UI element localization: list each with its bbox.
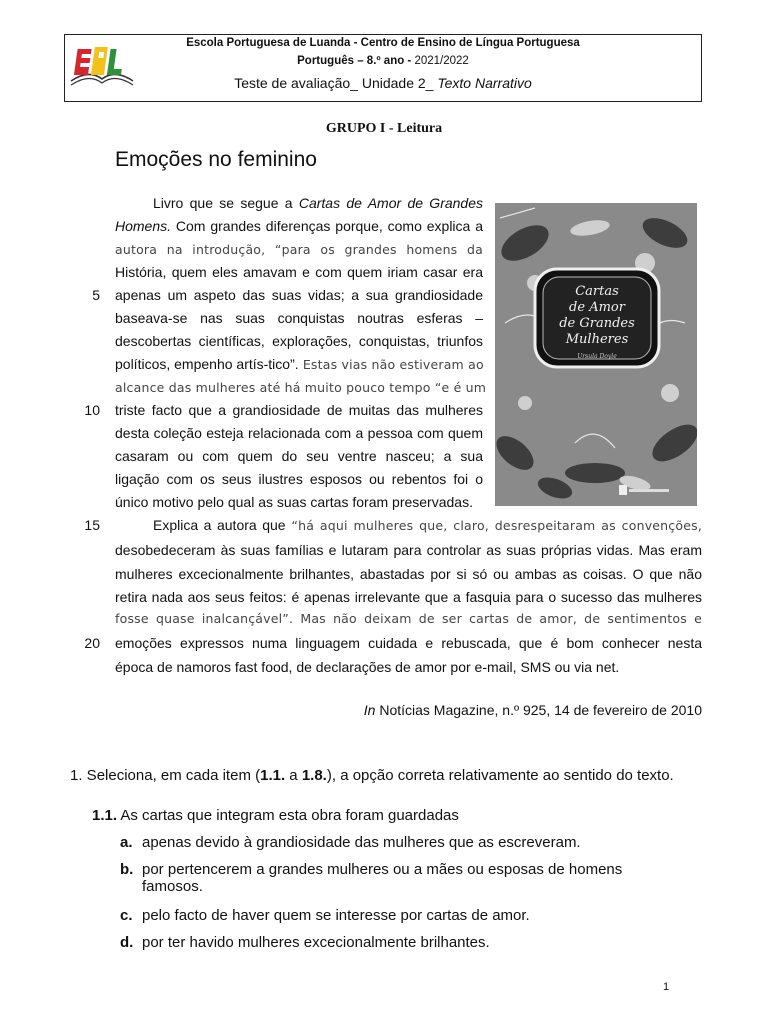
text-line-6: baseava-se nas suas conquistas noutras esferas – <box>115 310 483 326</box>
text-line-17: mulheres excecionalmente brilhantes, abastadas por si só ou ambas as coisas. O que não <box>115 566 702 582</box>
line-number: 15 <box>84 517 100 533</box>
option-text: por ter havido mulheres excecionalmente brilhantes. <box>142 934 490 951</box>
text-line-15 <box>115 515 702 535</box>
text-line-4: História, quem eles amavam e com quem iriam casar era <box>115 264 483 280</box>
source-citation <box>364 702 702 718</box>
text-line-2 <box>115 216 483 236</box>
text-line-19 <box>115 608 702 628</box>
option-text-continued: famosos. <box>142 878 203 895</box>
quote-span: fosse quase inalcançável”. Mas não deixam de ser cartas de amor, de sentimentos e <box>115 611 702 626</box>
subject-label: Português <box>297 55 355 67</box>
test-title-main: Teste de avaliação_ Unidade 2_ <box>234 75 434 91</box>
book-title-em: Homens. <box>115 218 172 234</box>
text-line-12: casaram ou com quem do seu ventre nasceu; a sua <box>115 448 483 464</box>
text-span: Com grandes diferenças porque, como explica a <box>171 218 483 234</box>
text-line-20: emoções expressos numa linguagem cuidada e rebuscada, que é bom conhecer nesta <box>115 635 702 651</box>
option-text: apenas devido à grandiosidade das mulheres que as escreveram. <box>142 834 581 851</box>
source-in: In <box>363 702 376 718</box>
document-header <box>64 34 702 102</box>
article-title: Emoções no feminino <box>115 148 317 171</box>
text-line-16: desobedeceram às suas famílias e lutaram para controlar as suas próprias vidas. Mas eram <box>115 542 702 558</box>
option-b[interactable] <box>120 861 622 895</box>
item-number: 1.1. <box>92 807 118 824</box>
text-line-21: época de namoros fast food, de declarações de amor por e-mail, SMS ou via net. <box>115 659 620 675</box>
source-text: Notícias Magazine, n.º 925, 14 de fevereiro de 2010 <box>375 702 702 718</box>
text-line-8 <box>115 354 483 374</box>
option-d[interactable] <box>120 934 490 951</box>
option-letter: d. <box>120 934 134 951</box>
quote-span: Estas vias não estiveram ao <box>298 357 484 372</box>
text-span: Livro que se segue a <box>153 195 299 211</box>
school-year: 2021/2022 <box>414 55 469 67</box>
cover-title-3: de Grandes <box>559 316 635 331</box>
question-1 <box>70 767 674 784</box>
text-span: políticos, empenho artís-tico”. <box>115 356 299 372</box>
text-span: a <box>285 767 302 784</box>
option-letter: a. <box>120 834 133 851</box>
text-span: ), a opção correta relativamente ao sentido do texto. <box>326 767 674 784</box>
text-line-9 <box>115 377 487 397</box>
text-line-10: triste facto que a grandiosidade de muitas das mulheres <box>115 402 483 418</box>
school-name: Escola Portuguesa de Luanda - Centro de Ensino de Língua Portuguesa <box>186 37 580 49</box>
book-title-em: Cartas de Amor de Grandes <box>298 195 484 211</box>
text-line-11: desta coleção esteja relacionada com a pessoa com quem <box>115 425 483 441</box>
quote-span: “há aqui mulheres que, claro, desrespeitaram as convenções, <box>285 518 702 533</box>
grade-label: – 8.º ano - <box>357 55 412 67</box>
cover-title-1: Cartas <box>575 284 619 299</box>
group-heading: GRUPO I - Leitura <box>325 121 443 136</box>
question-number: 1. <box>70 767 83 784</box>
cover-title-4: Mulheres <box>565 332 629 347</box>
quote-span: autora na introdução, “para os grandes homens da <box>115 242 483 257</box>
text-span: Seleciona, em cada item ( <box>82 767 261 784</box>
item-text: As cartas que integram esta obra foram guardadas <box>117 807 459 824</box>
option-letter: b. <box>120 861 134 878</box>
text-line-14: único motivo pelo qual as suas cartas foram preservadas. <box>115 494 473 510</box>
course-info <box>65 55 701 67</box>
item-ref: 1.1. <box>260 767 286 784</box>
item-1-1 <box>92 807 459 824</box>
option-c[interactable] <box>120 907 530 924</box>
option-a[interactable] <box>120 834 581 851</box>
quote-span: alcance das mulheres até há muito pouco tempo “e é um <box>115 380 487 395</box>
line-number: 20 <box>84 635 100 651</box>
option-letter: c. <box>120 907 133 924</box>
page-number: 1 <box>663 981 670 993</box>
option-text: por pertencerem a grandes mulheres ou a mães ou esposas de homens <box>142 861 623 878</box>
test-title <box>65 75 701 91</box>
text-span: Explica a autora que <box>153 517 286 533</box>
text-line-3 <box>115 239 483 259</box>
cover-author: Ursula Doyle <box>577 353 617 360</box>
line-number: 5 <box>92 287 100 303</box>
text-line-7: descobertas científicas, explorações, conquistas, triunfos <box>115 333 483 349</box>
option-text: pelo facto de haver quem se interesse por cartas de amor. <box>142 907 530 924</box>
text-line-18: retira nada aos seus feitos: é apenas irrelevante que a fasquia para o sucesso das mulheres <box>115 589 702 605</box>
text-line-1 <box>115 193 483 213</box>
text-line-5: apenas um aspeto das suas vidas; a sua grandiosidade <box>115 287 483 303</box>
item-ref: 1.8. <box>301 767 327 784</box>
book-cover-image <box>495 203 697 506</box>
cover-title-2: de Amor <box>569 300 625 315</box>
text-line-13: ligação com os seus ilustres esposos ou rebentos foi o <box>115 471 483 487</box>
test-title-genre: Texto Narrativo <box>437 75 532 91</box>
line-number: 10 <box>84 402 100 418</box>
